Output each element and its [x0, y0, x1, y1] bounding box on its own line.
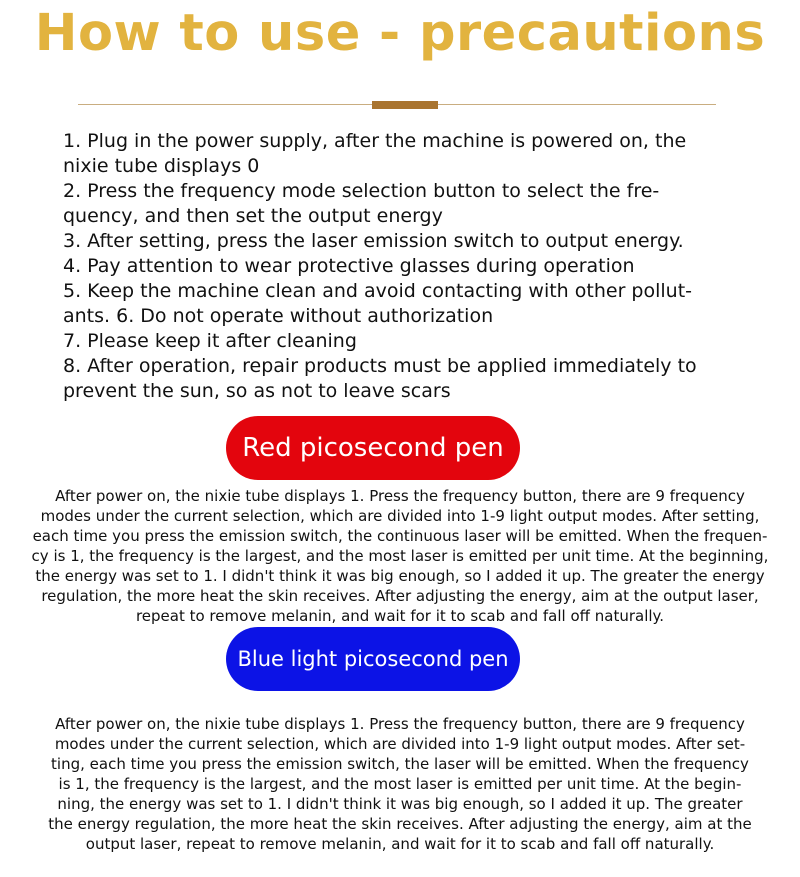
description-line: repeat to remove melanin, and wait for it to scab and fall off naturally. [135, 607, 665, 625]
description-line: output laser, repeat to remove melanin, and wait for it to scab and fall off naturally. [85, 835, 715, 853]
step-line: 1. Plug in the power supply, after the machine is powered on, the [63, 130, 687, 152]
instruction-steps [63, 129, 743, 404]
blue-pen-description [0, 714, 800, 854]
description-line: cy is 1, the frequency is the largest, and the most laser is emitted per unit time. At the beginning, [31, 547, 769, 565]
step-line: 5. Keep the machine clean and avoid contacting with other pollut- [63, 280, 693, 302]
description-line: ting, each time you press the emission switch, the laser will be emitted. When the frequency [51, 755, 749, 773]
description-line: the energy was set to 1. I didn't think it was big enough, so I added it up. The greater the energy [35, 567, 765, 585]
red-pen-label: Red picosecond pen [226, 416, 520, 480]
description-line: After power on, the nixie tube displays 1. Press the frequency button, there are 9 frequency [55, 715, 745, 733]
description-line: modes under the current selection, which are divided into 1-9 light output modes. After setting, [40, 507, 760, 525]
description-line: each time you press the emission switch, the continuous laser will be emitted. When the frequen- [32, 527, 768, 545]
step-line: nixie tube displays 0 [63, 155, 260, 177]
step-line: 2. Press the frequency mode selection button to select the fre- [63, 180, 660, 202]
description-line: After power on, the nixie tube displays 1. Press the frequency button, there are 9 frequency [55, 487, 745, 505]
title-divider-accent [372, 101, 438, 109]
description-line: regulation, the more heat the skin receives. After adjusting the energy, aim at the output laser, [41, 587, 759, 605]
step-line: prevent the sun, so as not to leave scars [63, 380, 451, 402]
step-line: quency, and then set the output energy [63, 205, 443, 227]
red-pen-description [0, 486, 800, 626]
step-line: 3. After setting, press the laser emission switch to output energy. [63, 230, 684, 252]
description-line: is 1, the frequency is the largest, and the most laser is emitted per unit time. At the begin- [58, 775, 742, 793]
blue-pen-label: Blue light picosecond pen [226, 627, 520, 691]
description-line: modes under the current selection, which are divided into 1-9 light output modes. After set- [54, 735, 746, 753]
step-line: ants. 6. Do not operate without authorization [63, 305, 494, 327]
step-line: 7. Please keep it after cleaning [63, 330, 357, 352]
description-line: the energy regulation, the more heat the skin receives. After adjusting the energy, aim at the [48, 815, 752, 833]
step-line: 8. After operation, repair products must be applied immediately to [63, 355, 697, 377]
page-title: How to use - precautions [34, 4, 766, 63]
description-line: ning, the energy was set to 1. I didn't think it was big enough, so I added it up. The greater [57, 795, 743, 813]
step-line: 4. Pay attention to wear protective glasses during operation [63, 255, 635, 277]
